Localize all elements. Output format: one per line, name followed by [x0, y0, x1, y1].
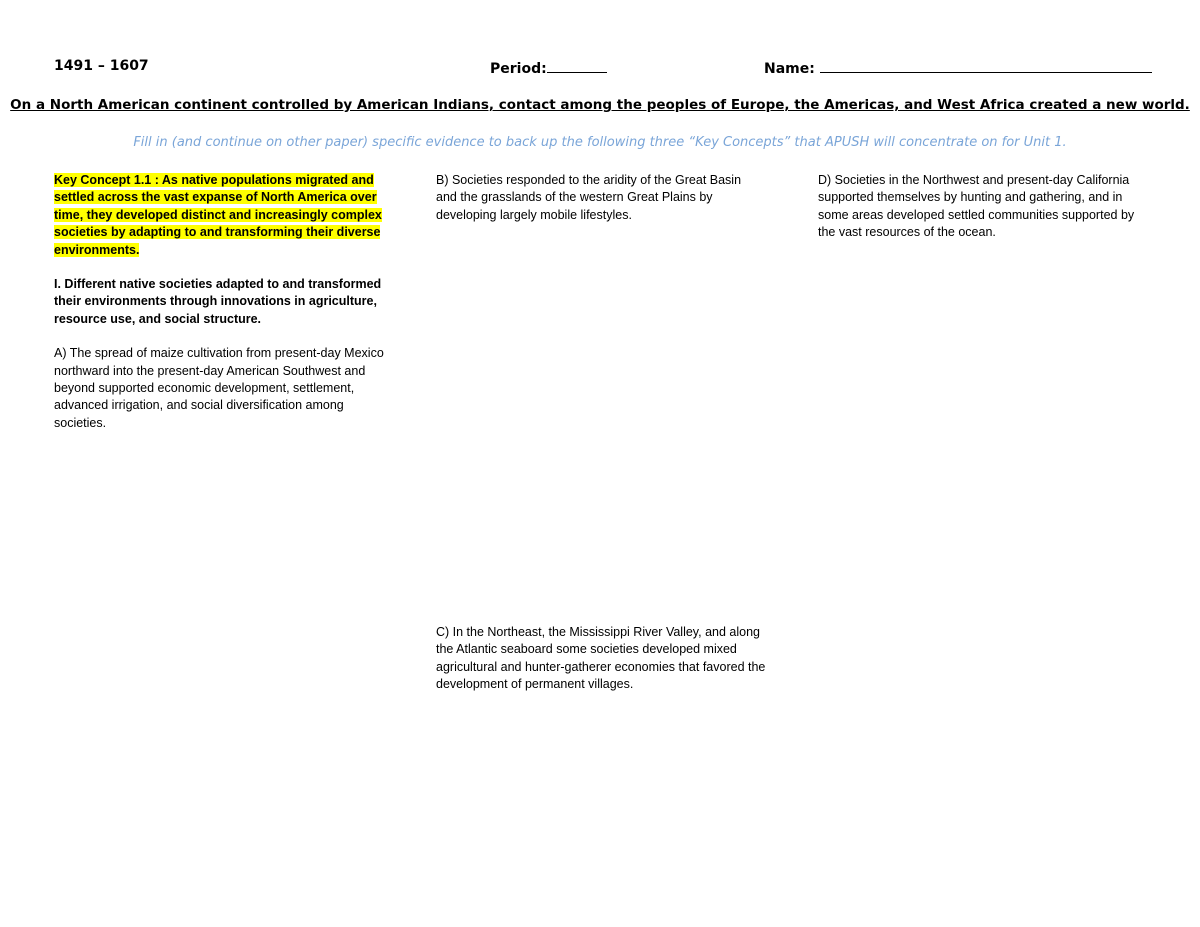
point-a: A) The spread of maize cultivation from present-day Mexico northward into the present-day American Southwest and beyond supported economic development, settlement, advanced irrigation, and social diversification among societies.: [54, 346, 384, 430]
name-blank: [820, 58, 1152, 73]
page-subtitle: On a North American continent controlled by American Indians, contact among the peoples of Europe, the Americas, and West Africa created a new world.: [10, 97, 1190, 113]
point-b: B) Societies responded to the aridity of the Great Basin and the grasslands of the western Great Plains by developing largely mobile lifestyles.: [436, 173, 742, 222]
name-field: [764, 58, 1152, 77]
key-concept-text: Key Concept 1.1 : As native populations migrated and settled across the vast expanse of North America over time, they developed distinct and increasingly complex societies by adapting to and transforming their diverse environments.: [54, 173, 382, 257]
period-field: [490, 58, 607, 77]
period-blank: [547, 58, 607, 73]
date-range: 1491 – 1607: [54, 58, 149, 74]
point-d: D) Societies in the Northwest and present-day California supported themselves by hunting and gathering, and in some areas developed settled communities supported by the vast resources of the ocean.: [818, 173, 1135, 240]
period-label: Period:: [490, 61, 547, 77]
point-c: C) In the Northeast, the Mississippi River Valley, and along the Atlantic seaboard some societies developed mixed agricultural and hunter-gatherer economies that favored the development of permanent villages.: [436, 625, 766, 692]
section-i: I. Different native societies adapted to and transformed their environments through innovations in agriculture, resource use, and social structure.: [54, 277, 382, 326]
left-column: [54, 172, 390, 432]
instructions: Fill in (and continue on other paper) specific evidence to back up the following three “Key Concepts” that APUSH will concentrate on for Unit 1.: [133, 135, 1067, 150]
key-concept: [54, 172, 390, 259]
name-label: Name:: [764, 61, 815, 77]
